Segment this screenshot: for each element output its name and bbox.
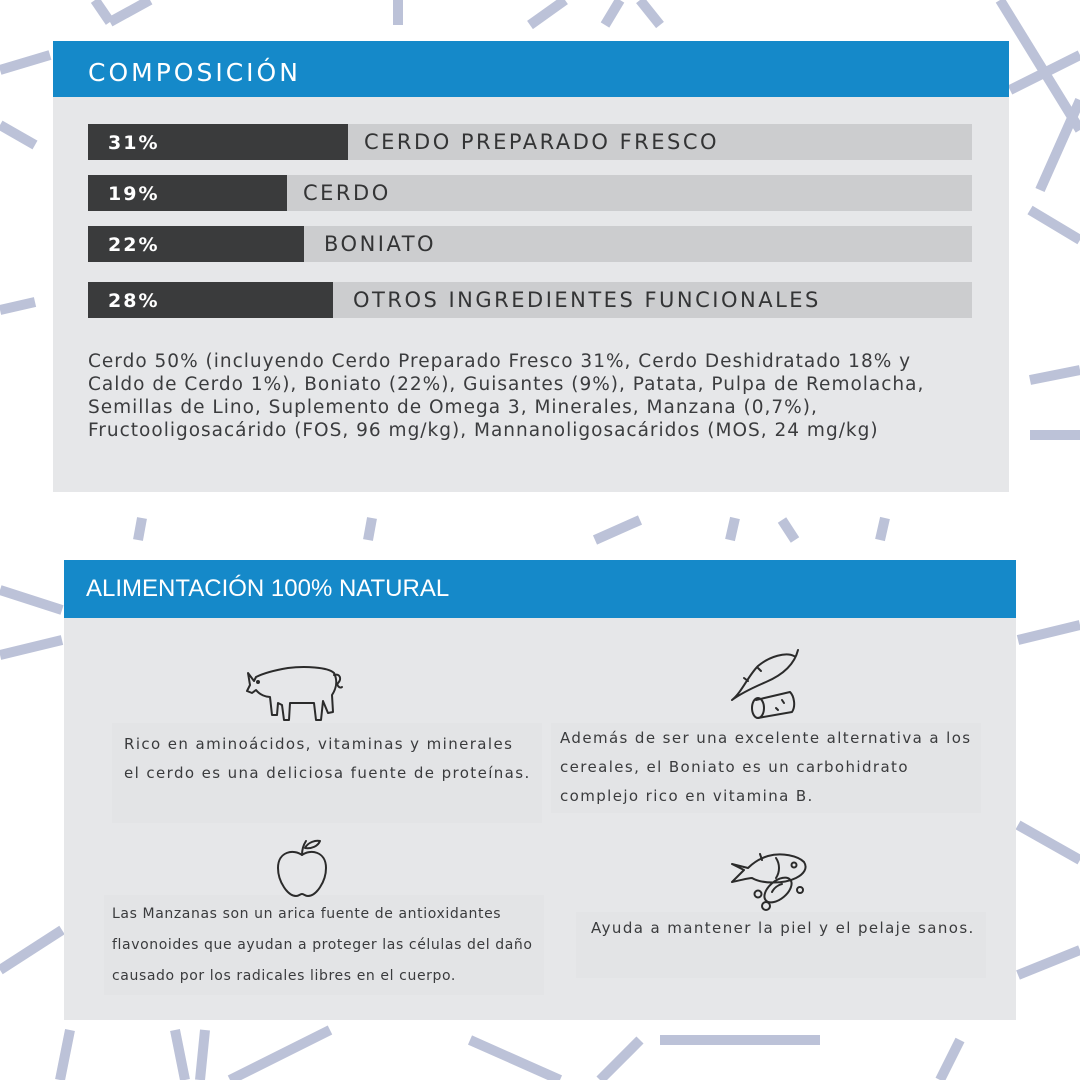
ingredient-bar-fill [88, 175, 287, 211]
ingredient-percent: 19% [108, 183, 160, 205]
apple-icon [272, 838, 332, 900]
ingredient-bar [88, 282, 972, 318]
ingredient-bar-fill [88, 226, 304, 262]
composition-header [53, 41, 1009, 97]
fish-oil-icon [728, 850, 812, 912]
ingredient-percent: 22% [108, 234, 160, 256]
benefit-text: Además de ser una excelente alternativa a los cereales, el Boniato es un carbohidrato complejo rico en vitamina B. [560, 729, 972, 805]
ingredient-label: CERDO [303, 181, 391, 205]
ingredient-percent: 31% [108, 132, 160, 154]
ingredient-bar [88, 124, 972, 160]
composition-description: Cerdo 50% (incluyendo Cerdo Preparado Fresco 31%, Cerdo Deshidratado 18% y Caldo de Cerdo 1%), Boniato (22%), Guisantes (9%), Patata, Pulpa de Remolacha, Semillas de Lino, Suplemento de Omega 3, Minerales, Manzana (0,7%), Fructooligosacárido (FOS, 96 mg/kg), Mannanoligosacáridos (MOS, 24 mg/kg) [88, 351, 925, 441]
composition-title: COMPOSICIÓN [88, 58, 301, 87]
ingredient-bar-fill [88, 282, 333, 318]
ingredient-bar [88, 175, 972, 211]
ingredient-percent: 28% [108, 290, 160, 312]
ingredient-label: CERDO PREPARADO FRESCO [364, 130, 720, 154]
pig-icon [244, 663, 344, 723]
sweet-potato-icon [728, 648, 803, 720]
natural-title: ALIMENTACIÓN 100% NATURAL [86, 575, 450, 602]
composition-panel [53, 41, 1009, 492]
benefit-text: Las Manzanas son un arica fuente de antioxidantes flavonoides que ayudan a proteger las células del daño causado por los radicales libres en el cuerpo. [112, 906, 533, 984]
benefit-text: Ayuda a mantener la piel y el pelaje sanos. [591, 919, 975, 937]
benefit-text: Rico en aminoácidos, vitaminas y minerales el cerdo es una deliciosa fuente de proteínas. [124, 735, 531, 782]
ingredient-bar-fill [88, 124, 348, 160]
natural-panel [64, 560, 1016, 1020]
ingredient-label: BONIATO [324, 232, 437, 256]
ingredient-bar [88, 226, 972, 262]
ingredient-label: OTROS INGREDIENTES FUNCIONALES [353, 288, 821, 312]
natural-header [64, 560, 1016, 618]
